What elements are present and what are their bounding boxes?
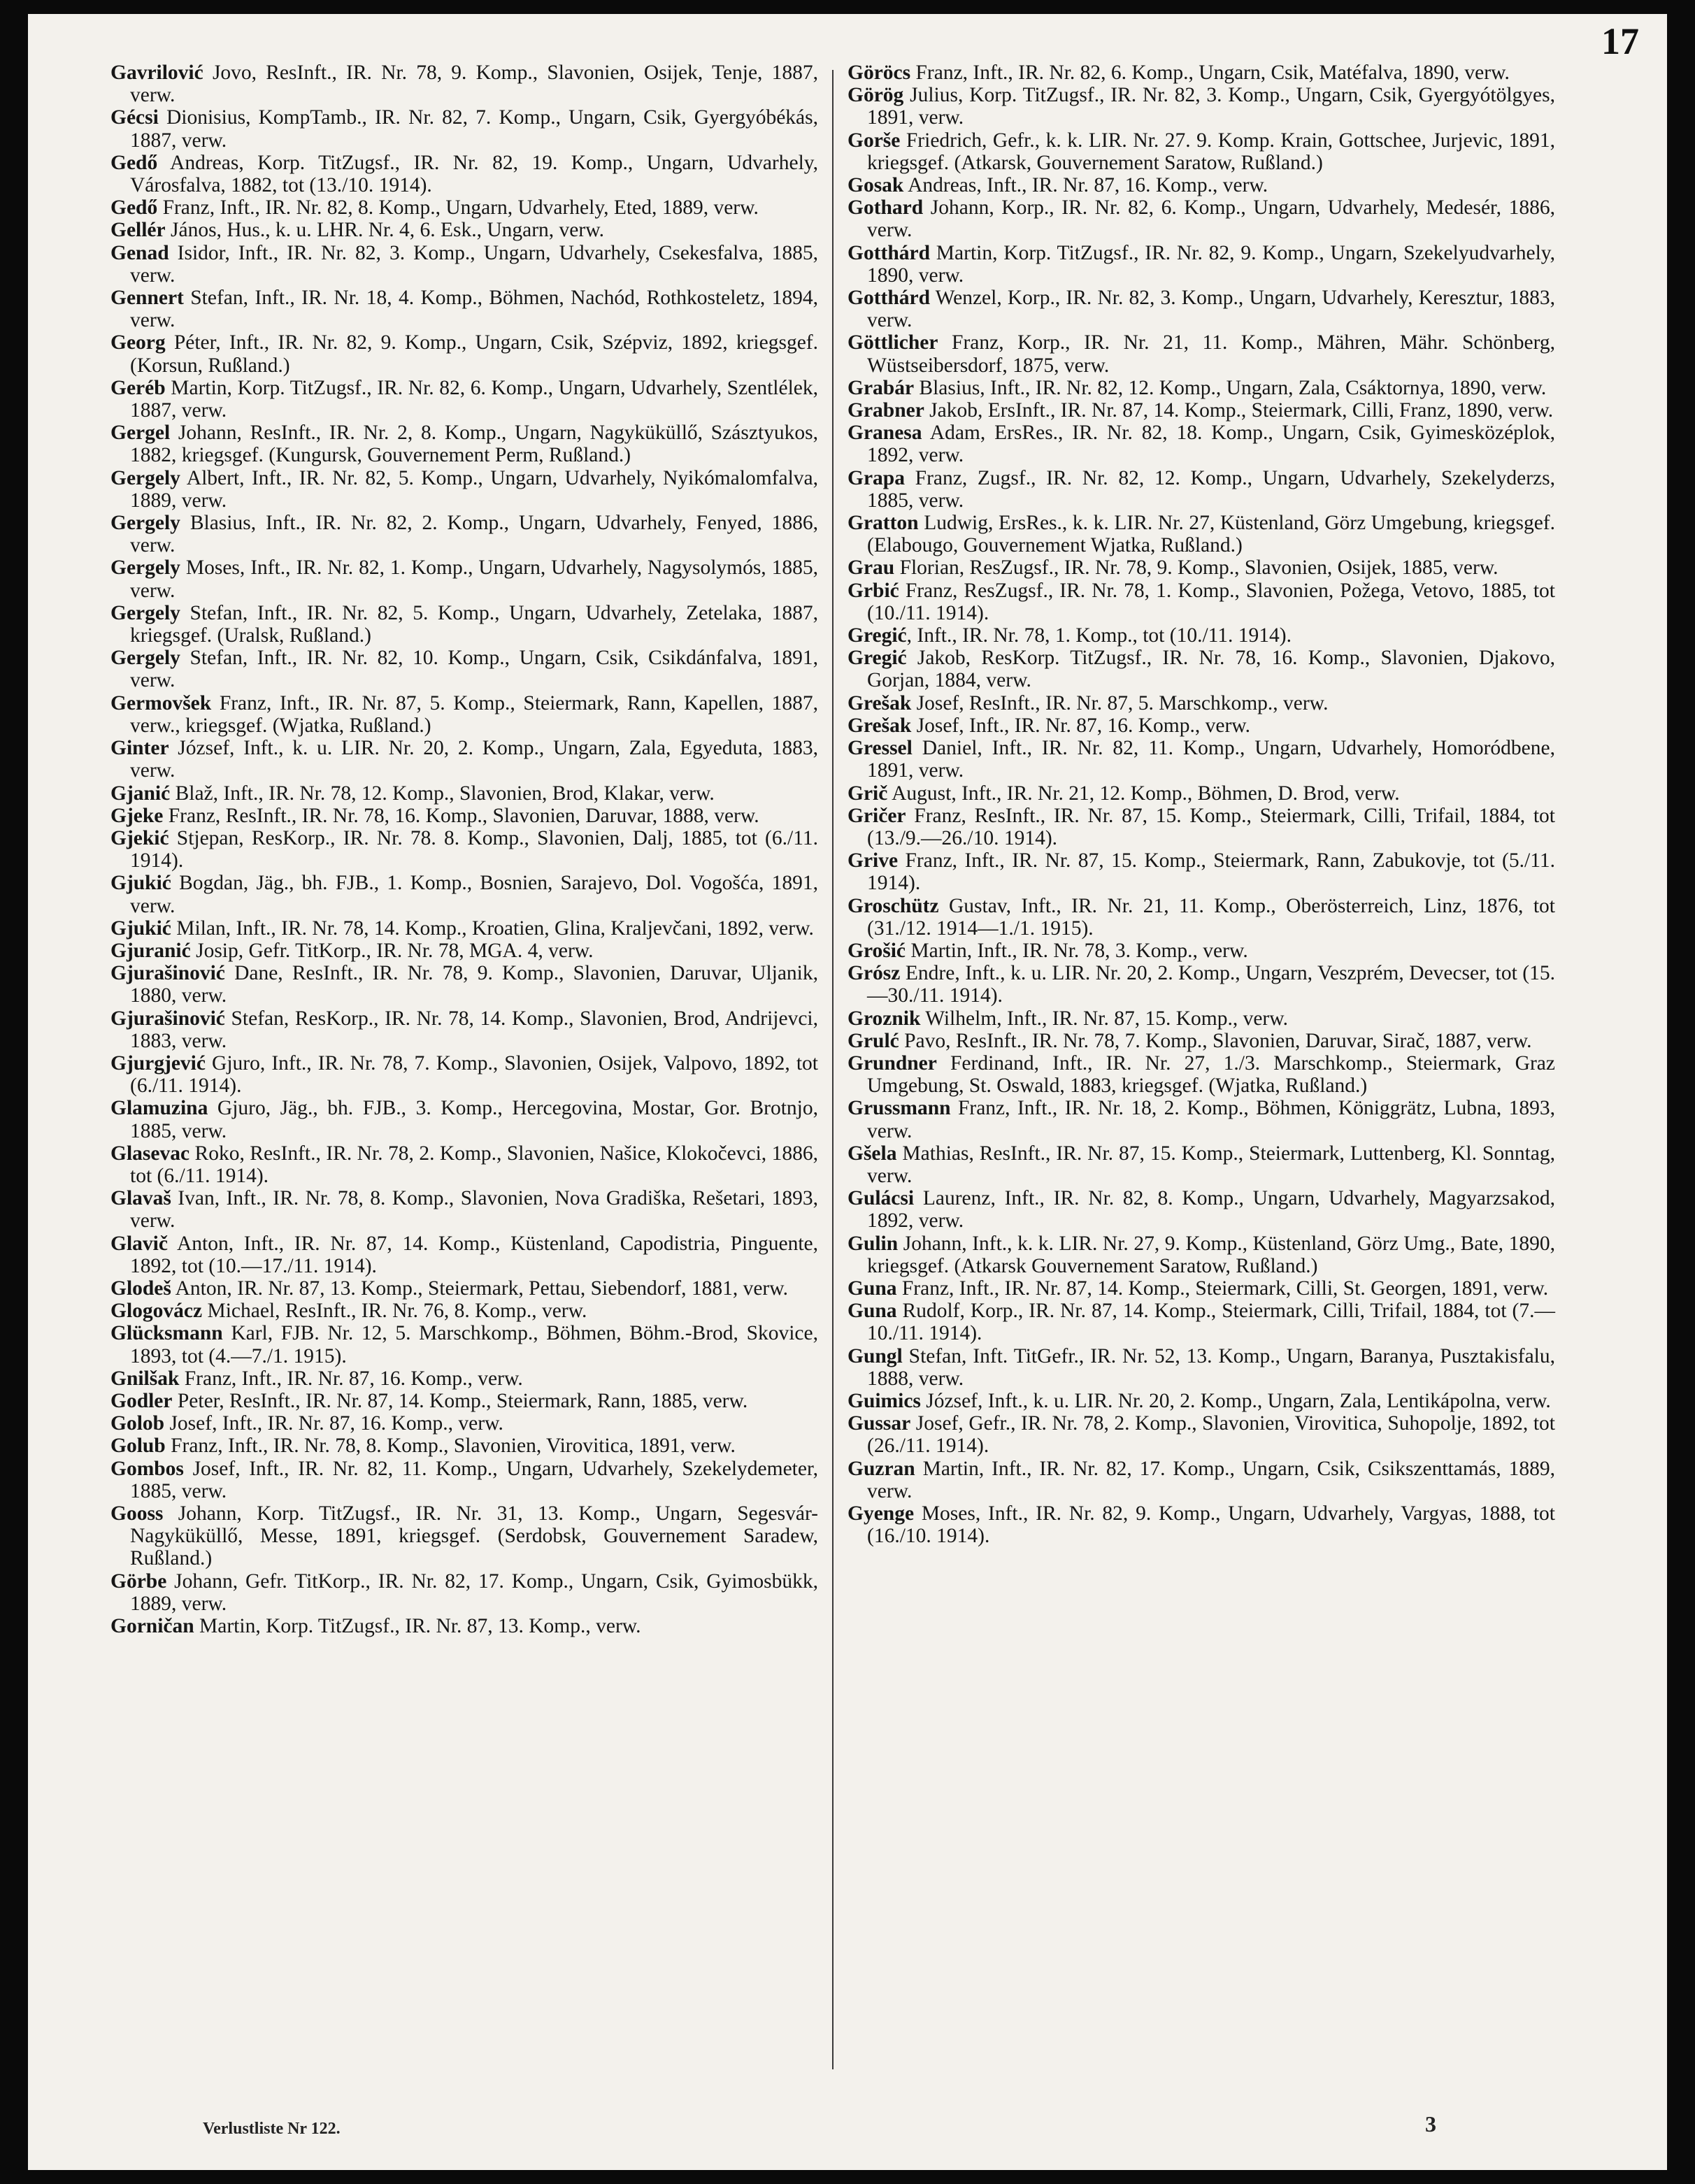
surname: Gergely [110,466,180,489]
entry-details: Peter, ResInft., IR. Nr. 87, 14. Komp., Steiermark, Rann, 1885, verw. [172,1389,748,1412]
entry-details: Andreas, Korp. TitZugsf., IR. Nr. 82, 19. Komp., Ungarn, Udvarhely, Városfalva, 1882, tot (13./10. 1914). [130,151,818,197]
casualty-entry [848,580,1555,624]
casualty-entry [110,1322,818,1367]
casualty-entry [110,242,818,287]
entry-details: Franz, Inft., IR. Nr. 87, 15. Komp., Steiermark, Rann, Zabukovje, tot (5./11. 1914). [867,849,1555,895]
surname: Grussmann [848,1097,951,1120]
surname: Grabár [848,376,915,399]
casualty-entry [110,1435,818,1457]
casualty-entry [110,62,818,106]
casualty-entry [848,196,1555,241]
casualty-entry [848,556,1555,579]
surname: Gressel [848,737,913,760]
document-page [28,14,1667,2170]
casualty-entry [848,331,1555,376]
entry-details: Adam, ErsRes., IR. Nr. 82, 18. Komp., Ungarn, Csik, Gyimesközéplok, 1892, verw. [867,422,1555,467]
casualty-entry [848,1030,1555,1052]
casualty-entry [848,737,1555,782]
casualty-entry [848,647,1555,691]
left-column [110,62,818,1637]
entry-details: Dionisius, KompTamb., IR. Nr. 82, 7. Komp., Ungarn, Csik, Gyergyóbékás, 1887, verw. [130,106,818,152]
surname: Glücksmann [110,1322,223,1345]
casualty-entry [110,647,818,691]
casualty-entry [110,1187,818,1232]
entry-details: Isidor, Inft., IR. Nr. 82, 3. Komp., Ungarn, Udvarhely, Csekesfalva, 1885, verw. [130,241,818,287]
casualty-entry [848,422,1555,466]
entry-details: , Inft., IR. Nr. 78, 1. Komp., tot (10./11. 1914). [906,624,1292,647]
entry-details: Stefan, Inft., IR. Nr. 82, 5. Komp., Ungarn, Udvarhely, Zetelaka, 1887, kriegsgef. (Uralsk, Rußland.) [130,601,818,647]
entry-details: Julius, Korp. TitZugsf., IR. Nr. 82, 3. Komp., Ungarn, Csik, Gyergyótölgyes, 1891, verw. [867,84,1555,129]
casualty-entry [110,1300,818,1322]
entry-details: Josef, Gefr., IR. Nr. 78, 2. Komp., Slavonien, Virovitica, Suhopolje, 1892, tot (26./11. 1914). [867,1412,1555,1458]
entry-details: Daniel, Inft., IR. Nr. 82, 11. Komp., Ungarn, Udvarhely, Homoródbene, 1891, verw. [867,737,1555,782]
entry-details: Gjuro, Jäg., bh. FJB., 3. Komp., Hercegovina, Mostar, Gor. Brotnjo, 1885, verw. [130,1097,818,1142]
surname: Grešak [848,714,912,737]
entry-details: Franz, Korp., IR. Nr. 21, 11. Komp., Mähren, Mähr. Schönberg, Wüstseibersdorf, 1875, verw. [867,331,1555,377]
surname: Göttlicher [848,331,938,354]
casualty-entry [110,152,818,196]
surname: Grič [848,782,888,805]
surname: Gjekić [110,826,169,849]
entry-details: Anton, Inft., IR. Nr. 87, 14. Komp., Küstenland, Capodistria, Pinguente, 1892, tot (10.—17./11. 1914). [130,1232,818,1277]
entry-details: Franz, ResInft., IR. Nr. 87, 15. Komp., Steiermark, Cilli, Trifail, 1884, tot (13./9.—26./10. 1914). [867,804,1555,849]
casualty-entry [848,1345,1555,1390]
entry-details: Josef, Inft., IR. Nr. 82, 11. Komp., Ungarn, Udvarhely, Szekelydemeter, 1885, verw. [130,1457,818,1502]
casualty-entry [848,895,1555,940]
entry-details: Michael, ResInft., IR. Nr. 76, 8. Komp., verw. [202,1300,587,1323]
entry-details: Blasius, Inft., IR. Nr. 82, 2. Komp., Ungarn, Udvarhely, Fenyed, 1886, verw. [130,512,818,557]
surname: Gergely [110,556,180,580]
entry-details: Mathias, ResInft., IR. Nr. 87, 15. Komp., Steiermark, Luttenberg, Kl. Sonntag, verw. [867,1142,1555,1187]
casualty-entry [848,1052,1555,1097]
entry-details: Ivan, Inft., IR. Nr. 78, 8. Komp., Slavonien, Nova Gradiška, Rešetari, 1893, verw. [130,1187,818,1233]
column-divider [832,70,834,2069]
casualty-entry [848,1142,1555,1187]
entry-details: Franz, Inft., IR. Nr. 18, 2. Komp., Böhmen, Königgrätz, Lubna, 1893, verw. [867,1097,1555,1142]
entry-details: József, Inft., k. u. LIR. Nr. 20, 2. Komp., Ungarn, Zala, Egyeduta, 1883, verw. [130,737,818,782]
casualty-entry [110,1390,818,1412]
entry-details: Moses, Inft., IR. Nr. 82, 1. Komp., Ungarn, Udvarhely, Nagysolymós, 1885, verw. [130,556,818,602]
surname: Glamuzina [110,1097,208,1120]
surname: Grapa [848,466,905,489]
surname: Golob [110,1412,165,1435]
surname: Gedő [110,151,158,174]
signature-mark: 3 [1425,2111,1436,2136]
entry-details: Jovo, ResInft., IR. Nr. 78, 9. Komp., Slavonien, Osijek, Tenje, 1887, verw. [130,62,818,107]
surname: Gulin [848,1232,899,1255]
entry-details: Milan, Inft., IR. Nr. 78, 14. Komp., Kroatien, Glina, Kraljevčani, 1892, verw. [171,917,814,940]
surname: Gennert [110,287,184,310]
casualty-entry [110,219,818,241]
entry-details: Johann, Korp. TitZugsf., IR. Nr. 31, 13. Komp., Ungarn, Segesvár-Nagyküküllő, Messe, 1891, kriegsgef. (Serdobsk, Gouvernement Saradew, Rußland.) [130,1502,818,1570]
surname: Gričer [848,804,906,827]
surname: Gjuranić [110,939,191,962]
entry-details: Jakob, ResKorp. TitZugsf., IR. Nr. 78, 16. Komp., Slavonien, Djakovo, Gorjan, 1884, verw. [867,647,1555,692]
surname: Gregić [848,647,907,670]
casualty-entry [110,1277,818,1300]
surname: Ginter [110,737,169,760]
casualty-entry [848,1187,1555,1232]
entry-details: Blasius, Inft., IR. Nr. 82, 12. Komp., Ungarn, Zala, Csáktornya, 1890, verw. [914,376,1547,399]
surname: Gergely [110,512,180,535]
casualty-entry [110,556,818,601]
surname: Gergely [110,647,180,670]
entry-details: Franz, Inft., IR. Nr. 87, 16. Komp., verw. [179,1367,523,1390]
casualty-entry [110,1142,818,1187]
entry-details: Franz, Inft., IR. Nr. 87, 5. Komp., Steiermark, Rann, Kapellen, 1887, verw., kriegsgef. (Wjatka, Rußland.) [130,691,818,737]
entry-details: Endre, Inft., k. u. LIR. Nr. 20, 2. Komp., Ungarn, Veszprém, Devecser, tot (15.—30./11. 1914). [867,962,1555,1007]
casualty-entry [848,1277,1555,1300]
casualty-entry [848,242,1555,287]
entry-details: Johann, Korp., IR. Nr. 82, 6. Komp., Ungarn, Udvarhely, Medesér, 1886, verw. [867,196,1555,242]
entry-details: Franz, ResZugsf., IR. Nr. 78, 1. Komp., Slavonien, Požega, Vetovo, 1885, tot (10./11. 1914). [867,579,1555,624]
entry-details: Josip, Gefr. TitKorp., IR. Nr. 78, MGA. 4, verw. [190,939,594,962]
casualty-entry [848,624,1555,647]
casualty-entry [848,62,1555,84]
entry-details: Martin, Korp. TitZugsf., IR. Nr. 82, 9. Komp., Ungarn, Szekelyudvarhely, 1890, verw. [867,241,1555,287]
casualty-entry [110,287,818,331]
casualty-entry [110,962,818,1007]
entry-details: Johann, Inft., k. k. LIR. Nr. 27, 9. Komp., Küstenland, Görz Umg., Bate, 1890, kriegsgef. (Atkarsk Gouvernement Saratow, Rußland.) [867,1232,1555,1277]
casualty-entry [848,467,1555,512]
entry-details: Wilhelm, Inft., IR. Nr. 87, 15. Komp., verw. [920,1007,1289,1030]
surname: Gjeke [110,804,164,827]
casualty-entry [848,1412,1555,1457]
surname: Groznik [848,1007,921,1030]
entry-details: Josef, Inft., IR. Nr. 87, 16. Komp., verw. [911,714,1251,737]
casualty-entry [110,872,818,917]
entry-details: Gustav, Inft., IR. Nr. 21, 11. Komp., Oberösterreich, Linz, 1876, tot (31./12. 1914—1./1. 1915). [867,894,1555,940]
entry-details: Péter, Inft., IR. Nr. 82, 9. Komp., Ungarn, Csik, Szépviz, 1892, kriegsgef. (Korsun, Rußland.) [130,331,818,377]
surname: Gavrilović [110,62,203,84]
surname: Grešak [848,691,912,714]
casualty-entry [110,1007,818,1052]
entry-details: Ferdinand, Inft., IR. Nr. 27, 1./3. Marschkomp., Steiermark, Graz Umgebung, St. Oswald, 1883, kriegsgef. (Wjatka, Rußland.) [867,1051,1555,1098]
casualty-entry [110,917,818,940]
casualty-entry [848,805,1555,849]
surname: Gorše [848,129,901,152]
surname: Gergel [110,422,171,445]
entry-details: Blaž, Inft., IR. Nr. 78, 12. Komp., Slavonien, Brod, Klakar, verw. [170,782,715,805]
surname: Grau [848,556,895,580]
casualty-entry [110,692,818,737]
entry-details: Martin, Inft., IR. Nr. 78, 3. Komp., verw. [906,939,1248,962]
casualty-entry [848,174,1555,196]
entry-details: Franz, ResInft., IR. Nr. 78, 16. Komp., Slavonien, Daruvar, 1888, verw. [163,804,759,827]
surname: Gjurašinović [110,1007,225,1030]
entry-details: Franz, Inft., IR. Nr. 82, 6. Komp., Ungarn, Csik, Matéfalva, 1890, verw. [910,62,1510,84]
surname: Geréb [110,376,166,399]
surname: Gécsi [110,106,159,129]
surname: Glavič [110,1232,168,1255]
entry-details: Moses, Inft., IR. Nr. 82, 9. Komp., Ungarn, Udvarhely, Vargyas, 1888, tot (16./10. 1914). [867,1502,1555,1548]
surname: Gotthárd [848,241,930,264]
entry-details: Andreas, Inft., IR. Nr. 87, 16. Komp., verw. [903,174,1268,197]
entry-details: Franz, Inft., IR. Nr. 82, 8. Komp., Ungarn, Udvarhely, Eted, 1889, verw. [157,196,759,220]
entry-details: Martin, Korp. TitZugsf., IR. Nr. 87, 13. Komp., verw. [194,1615,641,1638]
surname: Gulácsi [848,1187,915,1210]
entry-details: Roko, ResInft., IR. Nr. 78, 2. Komp., Slavonien, Našice, Klokočevci, 1886, tot (6./11. 1914). [130,1142,818,1187]
surname: Germovšek [110,691,212,714]
casualty-entry [848,1390,1555,1412]
surname: Gjanić [110,782,171,805]
entry-details: Jakob, ErsInft., IR. Nr. 87, 14. Komp., Steiermark, Cilli, Franz, 1890, verw. [924,399,1554,422]
entry-details: Friedrich, Gefr., k. k. LIR. Nr. 27. 9. Komp. Krain, Gottschee, Jurjevic, 1891, kriegsgef. (Atkarsk, Gouvernement Saratow, Rußland.) [867,129,1555,174]
surname: Gjurašinović [110,962,225,985]
entry-details: Anton, IR. Nr. 87, 13. Komp., Steiermark, Pettau, Siebendorf, 1881, verw. [171,1277,789,1300]
entry-details: Martin, Inft., IR. Nr. 82, 17. Komp., Ungarn, Csik, Csikszenttamás, 1889, verw. [867,1457,1555,1502]
casualty-entry [848,399,1555,422]
entry-details: Albert, Inft., IR. Nr. 82, 5. Komp., Ungarn, Udvarhely, Nyikómalomfalva, 1889, verw. [130,466,818,512]
surname: Gussar [848,1412,911,1435]
casualty-entry [110,331,818,376]
entry-details: August, Inft., IR. Nr. 21, 12. Komp., Böhmen, D. Brod, verw. [887,782,1400,805]
surname: Grabner [848,399,924,422]
surname: Grbić [848,579,899,602]
entry-details: Martin, Korp. TitZugsf., IR. Nr. 82, 6. Komp., Ungarn, Udvarhely, Szentlélek, 1887, verw. [130,376,818,422]
surname: Golub [110,1435,166,1458]
casualty-entry [848,84,1555,129]
casualty-entry [110,602,818,647]
casualty-entry [110,1458,818,1502]
entry-details: Florian, ResZugsf., IR. Nr. 78, 9. Komp., Slavonien, Osijek, 1885, verw. [894,556,1499,580]
surname: Gregić [848,624,907,647]
surname: Georg [110,331,166,354]
casualty-entry [110,1233,818,1277]
surname: Gellér [110,219,166,242]
surname: Görög [848,84,904,107]
surname: Göröcs [848,62,911,84]
surname: Gombos [110,1457,184,1480]
page-number: 17 [1601,20,1639,62]
surname: Guna [848,1300,897,1323]
casualty-entry [110,422,818,466]
surname: Grive [848,849,899,872]
entry-details: Laurenz, Inft., IR. Nr. 82, 8. Komp., Ungarn, Udvarhely, Magyarzsakod, 1892, verw. [867,1187,1555,1233]
entry-details: Josef, Inft., IR. Nr. 87, 16. Komp., verw. [164,1412,503,1435]
casualty-entry [110,805,818,827]
surname: Gothard [848,196,924,220]
casualty-entry [848,714,1555,737]
entry-details: Pavo, ResInft., IR. Nr. 78, 7. Komp., Slavonien, Daruvar, Sirač, 1887, verw. [899,1029,1532,1052]
entry-details: János, Hus., k. u. LHR. Nr. 4, 6. Esk., Ungarn, verw. [165,219,604,242]
surname: Grundner [848,1051,937,1075]
surname: Gotthárd [848,287,930,310]
entry-details: Rudolf, Korp., IR. Nr. 87, 14. Komp., Steiermark, Cilli, Trifail, 1884, tot (7.—10./11. 1914). [867,1300,1555,1345]
surname: Gooss [110,1502,164,1525]
entry-details: Wenzel, Korp., IR. Nr. 82, 3. Komp., Ungarn, Udvarhely, Keresztur, 1883, verw. [867,287,1555,332]
entry-details: Johann, Gefr. TitKorp., IR. Nr. 82, 17. Komp., Ungarn, Csik, Gyimosbükk, 1889, verw. [130,1569,818,1615]
entry-details: Stjepan, ResKorp., IR. Nr. 78. 8. Komp., Slavonien, Dalj, 1885, tot (6./11. 1914). [130,826,818,872]
casualty-entry [848,782,1555,805]
casualty-entry [110,512,818,556]
casualty-entry [848,1007,1555,1030]
surname: Guimics [848,1389,921,1412]
entry-details: Stefan, ResKorp., IR. Nr. 78, 14. Komp., Slavonien, Brod, Andrijevci, 1883, verw. [130,1007,818,1052]
entry-details: Dane, ResInft., IR. Nr. 78, 9. Komp., Slavonien, Daruvar, Uljanik, 1880, verw. [130,962,818,1007]
casualty-entry [848,940,1555,962]
surname: Grulć [848,1029,899,1052]
surname: Genad [110,241,169,264]
entry-details: József, Inft., k. u. LIR. Nr. 20, 2. Komp., Ungarn, Zala, Lentikápolna, verw. [920,1389,1551,1412]
surname: Glogovácz [110,1300,203,1323]
surname: Gjurgjević [110,1051,206,1075]
casualty-entry [848,849,1555,894]
entry-details: Bogdan, Jäg., bh. FJB., 1. Komp., Bosnien, Sarajevo, Dol. Vogošća, 1891, verw. [130,872,818,917]
surname: Granesa [848,422,922,445]
entry-details: Franz, Inft., IR. Nr. 78, 8. Komp., Slavonien, Virovitica, 1891, verw. [165,1435,736,1458]
casualty-entry [848,129,1555,174]
surname: Grósz [848,962,901,985]
entry-details: Stefan, Inft., IR. Nr. 82, 10. Komp., Ungarn, Csik, Csikdánfalva, 1891, verw. [130,647,818,692]
surname: Gratton [848,512,919,535]
casualty-entry [110,737,818,782]
surname: Godler [110,1389,173,1412]
surname: Gnilšak [110,1367,180,1390]
casualty-entry [110,1412,818,1435]
casualty-entry [848,1458,1555,1502]
casualty-entry [110,1367,818,1390]
casualty-entry [848,512,1555,556]
casualty-entry [110,106,818,151]
surname: Guna [848,1277,897,1300]
casualty-entry [110,1097,818,1142]
surname: Gungl [848,1344,903,1367]
surname: Gosak [848,174,904,197]
surname: Gjukić [110,872,171,895]
surname: Glasevac [110,1142,190,1165]
casualty-entry [110,1570,818,1615]
list-label: Verlustliste Nr 122. [203,2120,341,2138]
surname: Gergely [110,601,180,624]
surname: Gorničan [110,1615,194,1638]
surname: Gedő [110,196,158,220]
casualty-entry [110,1052,818,1097]
entry-details: Franz, Zugsf., IR. Nr. 82, 12. Komp., Ungarn, Udvarhely, Szekelyderzs, 1885, verw. [867,466,1555,512]
casualty-entry [848,1233,1555,1277]
casualty-entry [848,377,1555,399]
surname: Gjukić [110,917,171,940]
casualty-entry [848,1300,1555,1344]
casualty-entry [848,1097,1555,1142]
casualty-entry [848,287,1555,331]
casualty-entry [110,196,818,219]
entry-details: Stefan, Inft. TitGefr., IR. Nr. 52, 13. Komp., Ungarn, Baranya, Pusztakisfalu, 1888, verw. [867,1344,1555,1390]
casualty-entry [110,377,818,422]
casualty-entry [110,467,818,512]
casualty-entry [110,1502,818,1570]
entry-details: Gjuro, Inft., IR. Nr. 78, 7. Komp., Slavonien, Osijek, Valpovo, 1892, tot (6./11. 1914). [130,1051,818,1098]
surname: Gyenge [848,1502,915,1525]
entry-details: Stefan, Inft., IR. Nr. 18, 4. Komp., Böhmen, Nachód, Rothkosteletz, 1894, verw. [130,287,818,332]
entry-details: Karl, FJB. Nr. 12, 5. Marschkomp., Böhmen, Böhm.-Brod, Skovice, 1893, tot (4.—7./1. 1915). [130,1322,818,1367]
surname: Gšela [848,1142,897,1165]
casualty-entry [110,1615,818,1637]
casualty-entry [848,962,1555,1007]
surname: Görbe [110,1569,167,1593]
entry-details: Ludwig, ErsRes., k. k. LIR. Nr. 27, Küstenland, Görz Umgebung, kriegsgef. (Elabougo, Gouvernement Wjatka, Rußland.) [867,512,1555,557]
right-column [848,62,1555,1547]
casualty-entry [110,782,818,805]
surname: Guzran [848,1457,915,1480]
surname: Groschütz [848,894,939,917]
entry-details: Josef, ResInft., IR. Nr. 87, 5. Marschkomp., verw. [911,691,1329,714]
surname: Glavaš [110,1187,171,1210]
entry-details: Johann, ResInft., IR. Nr. 2, 8. Komp., Ungarn, Nagyküküllő, Szásztyukos, 1882, kriegsgef. (Kungursk, Gouvernement Perm, Rußland.) [130,422,818,467]
casualty-entry [110,940,818,962]
surname: Glodeš [110,1277,171,1300]
surname: Grošić [848,939,906,962]
casualty-entry [848,1502,1555,1547]
casualty-entry [110,827,818,872]
casualty-entry [848,692,1555,714]
entry-details: Franz, Inft., IR. Nr. 87, 14. Komp., Steiermark, Cilli, St. Georgen, 1891, verw. [896,1277,1549,1300]
